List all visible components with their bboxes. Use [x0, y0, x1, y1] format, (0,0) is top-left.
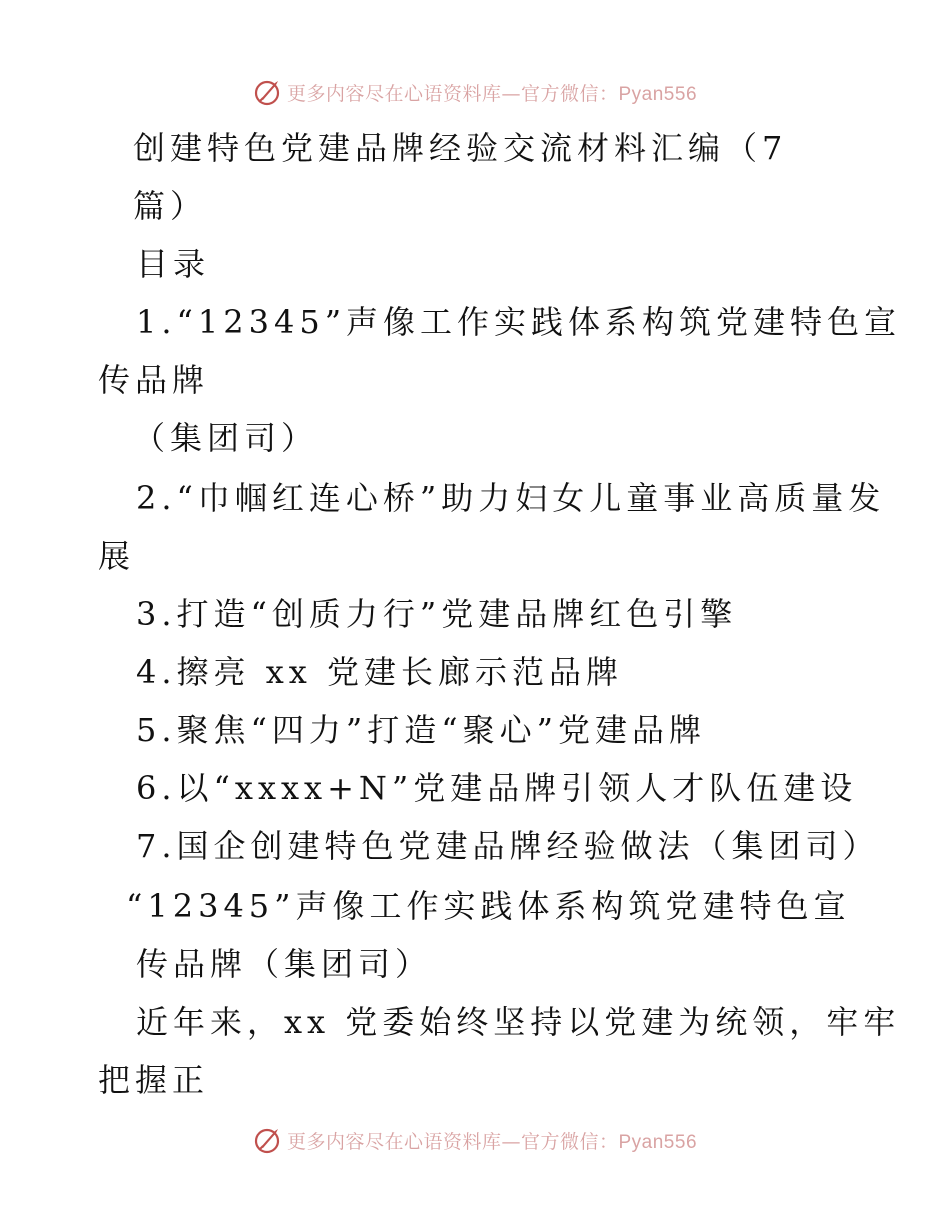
toc-item-3: 3.打造“创质力行”党建品牌红色引擎 — [136, 595, 738, 633]
watermark-dash: — — [501, 82, 521, 105]
quill-logo-icon — [253, 77, 283, 107]
toc-item-1-line-3: （集团司） — [133, 419, 319, 457]
doc-title-line-1: 创建特色党建品牌经验交流材料汇编（7 — [133, 129, 788, 167]
watermark-text — [287, 1127, 697, 1154]
watermark-account: Pyan556 — [618, 1131, 698, 1153]
quill-logo-icon — [253, 1125, 283, 1155]
watermark-footer — [0, 1120, 950, 1160]
watermark-site: 更多内容尽在心语资料库 — [286, 82, 502, 105]
toc-item-5: 5.聚焦“四力”打造“聚心”党建品牌 — [136, 711, 706, 749]
paragraph-line-1: 近年来，xx 党委始终坚持以党建为统领，牢牢 — [136, 1003, 901, 1041]
section-title-line-1: “12345”声像工作实践体系构筑党建特色宣 — [126, 887, 851, 925]
section-title-line-2: 传品牌（集团司） — [136, 945, 433, 983]
doc-title-line-2: 篇） — [133, 187, 208, 225]
watermark-text — [287, 79, 697, 106]
toc-item-2-line-1: 2.“巾帼红连心桥”助力妇女儿童事业高质量发 — [136, 479, 886, 517]
watermark-site: 更多内容尽在心语资料库 — [286, 1130, 502, 1153]
toc-item-6: 6.以“xxxx+N”党建品牌引领人才队伍建设 — [136, 769, 858, 807]
paragraph-line-2: 把握正 — [98, 1061, 210, 1099]
toc-item-1-line-2: 传品牌 — [98, 361, 210, 399]
watermark-account: Pyan556 — [618, 83, 698, 105]
toc-heading: 目录 — [136, 245, 211, 283]
watermark-header — [0, 72, 950, 112]
toc-item-1-line-1: 1.“12345”声像工作实践体系构筑党建特色宣 — [136, 303, 902, 341]
watermark-label: 官方微信： — [520, 1130, 619, 1153]
toc-item-2-line-2: 展 — [98, 537, 136, 575]
toc-item-7: 7.国企创建特色党建品牌经验做法（集团司） — [136, 827, 880, 865]
toc-item-4: 4.擦亮 xx 党建长廊示范品牌 — [136, 653, 623, 691]
watermark-label: 官方微信： — [520, 82, 619, 105]
watermark-dash: — — [501, 1130, 521, 1153]
